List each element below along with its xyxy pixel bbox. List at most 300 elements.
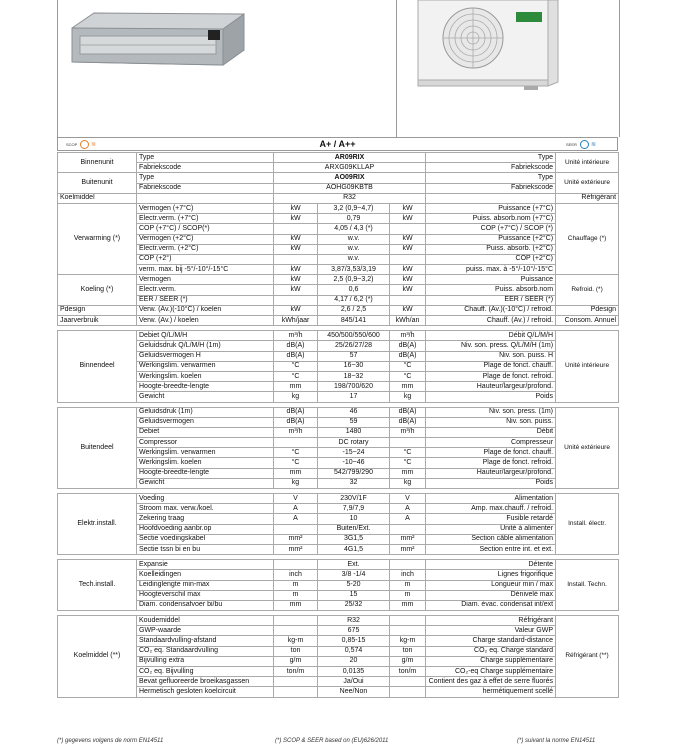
seer-label: SEER <box>566 142 577 147</box>
row-value: 2,5 (0,9~3,2) <box>318 275 390 285</box>
row-label: Bijvulling extra <box>137 656 274 666</box>
row-value: 20 <box>318 656 390 666</box>
table-row <box>58 214 619 224</box>
row-label-fr: Fabriekscode <box>426 183 556 193</box>
group-label-fr: Chauffage (*) <box>556 203 619 274</box>
row-unit-fr: kg-m <box>390 636 426 646</box>
row-label: Bevat gefluoreerde broeikasgassen <box>137 677 274 687</box>
table-row <box>58 626 619 636</box>
row-unit <box>274 687 318 697</box>
row-label: Zekering traag <box>137 514 274 524</box>
row-unit: mm <box>274 382 318 392</box>
table-row <box>58 234 619 244</box>
table-row <box>58 580 619 590</box>
energy-class-row <box>57 137 618 151</box>
row-label-fr: Puissance (+2°C) <box>426 234 556 244</box>
row-label-fr: Hauteur/largeur/profond. <box>426 382 556 392</box>
row-label-fr: Valeur GWP <box>426 626 556 636</box>
row-value: 25/32 <box>318 600 390 610</box>
row-label-fr: Débit Q/L/M/H <box>426 331 556 341</box>
table-row <box>58 244 619 254</box>
row-unit-fr: kW <box>390 265 426 275</box>
table-row <box>58 677 619 687</box>
row-unit: ton/m <box>274 667 318 677</box>
row-unit-fr: m <box>390 580 426 590</box>
row-value: -15~24 <box>318 448 390 458</box>
row-unit-fr: kW <box>390 275 426 285</box>
heating-waves-icon: ≋ <box>91 142 97 148</box>
row-label-fr: Puissance <box>426 275 556 285</box>
group-label-fr: Unité extérieure <box>556 407 619 489</box>
row-unit: m <box>274 590 318 600</box>
row-unit: kg <box>274 392 318 402</box>
row-label: Sectie tssn bi en bu <box>137 544 274 554</box>
row-unit-fr: A <box>390 504 426 514</box>
row-unit: kW <box>274 234 318 244</box>
table-row <box>58 371 619 381</box>
row-label-fr: Réfrigérant <box>556 193 619 203</box>
row-label: GWP-waarde <box>137 626 274 636</box>
row-label: Werkingslim. koelen <box>137 458 274 468</box>
row-label: Voeding <box>137 494 274 504</box>
table-row <box>58 646 619 656</box>
table-row <box>58 382 619 392</box>
row-unit: dB(A) <box>274 341 318 351</box>
table-row <box>58 173 619 183</box>
table-row <box>58 636 619 646</box>
row-value: 0,0135 <box>318 667 390 677</box>
group-label: Buitendeel <box>58 407 137 489</box>
row-label-fr: COP (+7°C) / SCOP (*) <box>426 224 556 234</box>
row-label: CO₂ eq. Bijvulling <box>137 667 274 677</box>
row-unit-fr: mm <box>390 382 426 392</box>
table-row <box>58 687 619 697</box>
row-value: 0,79 <box>318 214 390 224</box>
row-unit-fr <box>390 677 426 687</box>
row-unit-fr: mm² <box>390 544 426 554</box>
product-images <box>57 0 620 137</box>
table-row <box>58 590 619 600</box>
group-label: Buitenunit <box>58 173 137 193</box>
row-value: ARXG09KLLAP <box>274 163 426 173</box>
table-row <box>58 534 619 544</box>
row-value: Buiten/Ext. <box>318 524 390 534</box>
row-unit <box>274 224 318 234</box>
row-label-fr: Charge standard-distance <box>426 636 556 646</box>
group-label: Elektr.install. <box>58 494 137 555</box>
row-unit-fr: kW <box>390 305 426 315</box>
row-unit: kW <box>274 305 318 315</box>
row-unit: kg <box>274 478 318 488</box>
row-label: Verw. (Av.) / koelen <box>137 316 274 326</box>
row-unit: mm <box>274 468 318 478</box>
row-value: Ext. <box>318 560 390 570</box>
row-label: Type <box>137 153 274 163</box>
row-label-fr: Puiss. absorb.nom (+7°C) <box>426 214 556 224</box>
table-row <box>58 560 619 570</box>
row-value: 230V/1F <box>318 494 390 504</box>
table-row <box>58 285 619 295</box>
row-label-fr: Plage de fonct. refroid. <box>426 458 556 468</box>
table-row <box>58 468 619 478</box>
row-unit: °C <box>274 371 318 381</box>
row-value: R32 <box>318 616 390 626</box>
row-label: Verw. (Av.)(-10°C) / koelen <box>137 305 274 315</box>
row-value: 16~30 <box>318 361 390 371</box>
group-label-fr: Unité intérieure <box>556 331 619 402</box>
row-value: 17 <box>318 392 390 402</box>
row-value: 25/26/27/28 <box>318 341 390 351</box>
row-value: 0,6 <box>318 285 390 295</box>
row-unit: mm² <box>274 534 318 544</box>
row-value: AO09RIX <box>274 173 426 183</box>
row-unit: m³/h <box>274 427 318 437</box>
group-label-fr: Install. Techn. <box>556 560 619 611</box>
row-label-fr: Niv. son. press. Q/L/M/H (1m) <box>426 341 556 351</box>
table-row <box>58 417 619 427</box>
row-unit: dB(A) <box>274 351 318 361</box>
row-value: 198/700/620 <box>318 382 390 392</box>
row-label-fr: Réfrigérant <box>426 616 556 626</box>
row-unit-fr: dB(A) <box>390 417 426 427</box>
table-row <box>58 295 619 305</box>
row-unit-fr: m <box>390 590 426 600</box>
group-label-fr: Pdesign <box>556 305 619 315</box>
row-unit: kW <box>274 244 318 254</box>
group-label: Koelmiddel (**) <box>58 616 137 698</box>
row-unit-fr <box>390 295 426 305</box>
row-value: 5-20 <box>318 580 390 590</box>
row-unit-fr <box>390 224 426 234</box>
row-unit-fr <box>390 616 426 626</box>
row-value: 542/799/290 <box>318 468 390 478</box>
row-unit <box>274 616 318 626</box>
row-unit: mm <box>274 600 318 610</box>
row-label-fr: Débit <box>426 427 556 437</box>
table-row <box>58 448 619 458</box>
row-value: 675 <box>318 626 390 636</box>
row-unit-fr <box>390 687 426 697</box>
row-value: 0,574 <box>318 646 390 656</box>
footnote-right: (*) suivant la norme EN14511 <box>517 738 596 744</box>
row-unit <box>274 626 318 636</box>
row-value: 0,85-15 <box>318 636 390 646</box>
row-label-fr: CO₂ eq. Charge standard <box>426 646 556 656</box>
row-value: 3,87/3,53/3,19 <box>318 265 390 275</box>
table-row <box>58 478 619 488</box>
row-unit: V <box>274 494 318 504</box>
group-label: Binnenunit <box>58 153 137 173</box>
row-unit-fr <box>390 524 426 534</box>
row-label: Werkingslim. verwarmen <box>137 448 274 458</box>
row-value: AOHG09KBTB <box>274 183 426 193</box>
row-label-fr: Niv. son. puiss. H <box>426 351 556 361</box>
row-unit: m <box>274 580 318 590</box>
table-row <box>58 224 619 234</box>
scop-label: SCOP <box>66 142 78 147</box>
table-row <box>58 341 619 351</box>
group-label-fr: Unité extérieure <box>556 173 619 193</box>
row-label: Gewicht <box>137 478 274 488</box>
row-unit <box>274 524 318 534</box>
table-row <box>58 254 619 264</box>
row-unit-fr: dB(A) <box>390 407 426 417</box>
row-unit: kW <box>274 285 318 295</box>
row-unit: g/m <box>274 656 318 666</box>
row-value: 2,6 / 2,5 <box>318 305 390 315</box>
row-label: Geluidsdruk Q/L/M/H (1m) <box>137 341 274 351</box>
row-label-fr: Alimentation <box>426 494 556 504</box>
row-label-fr: Type <box>426 173 556 183</box>
row-label-fr: CO₂-eq Charge supplémentaire <box>426 667 556 677</box>
row-label: Sectie voedingskabel <box>137 534 274 544</box>
row-unit-fr: dB(A) <box>390 351 426 361</box>
row-unit <box>274 677 318 687</box>
row-unit: °C <box>274 448 318 458</box>
row-value: 845/141 <box>318 316 390 326</box>
row-unit-fr <box>390 254 426 264</box>
row-label: Stroom max. verw./koel. <box>137 504 274 514</box>
table-row <box>58 616 619 626</box>
row-unit-fr: kW <box>390 203 426 213</box>
row-unit-fr: °C <box>390 371 426 381</box>
row-label-fr: Compresseur <box>426 438 556 448</box>
row-unit <box>274 254 318 264</box>
row-unit-fr: ton <box>390 646 426 656</box>
table-row <box>58 544 619 554</box>
table-row <box>58 163 619 173</box>
row-label: Vermogen (+2°C) <box>137 234 274 244</box>
row-value: 1480 <box>318 427 390 437</box>
row-unit-fr: m³/h <box>390 331 426 341</box>
group-label-fr: Unité intérieure <box>556 153 619 173</box>
table-row <box>58 275 619 285</box>
table-row <box>58 392 619 402</box>
row-label: Debiet <box>137 427 274 437</box>
row-label: COP (+7°C) / SCOP(*) <box>137 224 274 234</box>
row-unit: kWh/jaar <box>274 316 318 326</box>
row-label-fr: Puissance (+7°C) <box>426 203 556 213</box>
row-label-fr: puiss. max. à -5°/-10°/-15°C <box>426 265 556 275</box>
row-unit: kg-m <box>274 636 318 646</box>
table-row <box>58 351 619 361</box>
row-unit-fr: A <box>390 514 426 524</box>
row-unit: °C <box>274 458 318 468</box>
row-value: 3,2 (0,9~4,7) <box>318 203 390 213</box>
row-label-fr: Niv. son. puiss. <box>426 417 556 427</box>
row-unit-fr: ton/m <box>390 667 426 677</box>
table-row <box>58 331 619 341</box>
row-value: 59 <box>318 417 390 427</box>
table-row <box>58 361 619 371</box>
row-label: Werkingslim. koelen <box>137 371 274 381</box>
row-label-fr: Dénivelé max <box>426 590 556 600</box>
row-unit-fr: V <box>390 494 426 504</box>
table-row <box>58 570 619 580</box>
footnote-left: (*) gegevens volgens de norm EN14511 <box>57 738 164 744</box>
row-label-fr: Poids <box>426 392 556 402</box>
row-label: Electr.verm. <box>137 285 274 295</box>
row-label: Hoogte-breedte-lengte <box>137 382 274 392</box>
row-label-fr: Poids <box>426 478 556 488</box>
group-label: Verwarming (*) <box>58 203 137 274</box>
row-value: Nee/Non <box>318 687 390 697</box>
row-value: 3/8 -1/4 <box>318 570 390 580</box>
row-unit-fr: kW <box>390 285 426 295</box>
table-row <box>58 427 619 437</box>
row-label-fr: EER / SEER (*) <box>426 295 556 305</box>
row-label: Geluidsvermogen H <box>137 351 274 361</box>
row-unit: A <box>274 514 318 524</box>
row-label-fr: Longueur min / max <box>426 580 556 590</box>
row-label-fr: Fusible retardé <box>426 514 556 524</box>
group-label-fr: Refroid. (*) <box>556 275 619 306</box>
table-row <box>58 407 619 417</box>
row-unit-fr: m³/h <box>390 427 426 437</box>
table-row <box>58 514 619 524</box>
row-value: 32 <box>318 478 390 488</box>
indoor-unit-image <box>72 13 244 65</box>
group-label-fr: Consom. Annuel <box>556 316 619 326</box>
table-row <box>58 600 619 610</box>
table-row <box>58 265 619 275</box>
row-label: Koudemiddel <box>137 616 274 626</box>
row-unit: mm² <box>274 544 318 554</box>
row-unit-fr: °C <box>390 361 426 371</box>
row-label: Expansie <box>137 560 274 570</box>
row-value: 4G1,5 <box>318 544 390 554</box>
row-label-fr: Puiss. absorb. (+2°C) <box>426 244 556 254</box>
row-unit: kW <box>274 214 318 224</box>
group-label: Tech.install. <box>58 560 137 611</box>
image-divider <box>396 0 397 137</box>
row-label: Electr.verm. (+2°C) <box>137 244 274 254</box>
row-label-fr: Amp. max.chauff. / refroid. <box>426 504 556 514</box>
row-label: Vermogen <box>137 275 274 285</box>
row-unit-fr: kW <box>390 244 426 254</box>
table-row <box>58 153 619 163</box>
row-label: Geluidsdruk (1m) <box>137 407 274 417</box>
row-unit <box>274 438 318 448</box>
row-value: 18~32 <box>318 371 390 381</box>
row-label-fr: Contient des gaz à effet de serre fluorés <box>426 677 556 687</box>
row-unit-fr <box>390 626 426 636</box>
row-label-fr: Charge supplémentaire <box>426 656 556 666</box>
row-unit: °C <box>274 361 318 371</box>
cooling-waves-icon: ≋ <box>591 142 597 148</box>
row-value: 3G1,5 <box>318 534 390 544</box>
footnote-middle: (*) SCOP & SEER based on (EU)626/2011 <box>275 738 389 744</box>
row-value: 46 <box>318 407 390 417</box>
row-label-fr: Plage de fonct. chauff. <box>426 361 556 371</box>
table-row <box>58 458 619 468</box>
row-label-fr: Section entre int. et ext. <box>426 544 556 554</box>
row-unit-fr: kWh/an <box>390 316 426 326</box>
row-value: w.v. <box>318 244 390 254</box>
group-label: Jaarverbruik <box>58 316 137 326</box>
row-unit-fr: mm <box>390 600 426 610</box>
row-label: Fabriekscode <box>137 183 274 193</box>
row-unit: kW <box>274 275 318 285</box>
row-value: 10 <box>318 514 390 524</box>
group-label: Pdesign <box>58 305 137 315</box>
row-value: 4,05 / 4,3 (*) <box>318 224 390 234</box>
row-label: Fabriekscode <box>137 163 274 173</box>
row-label-fr: COP (+2°C) <box>426 254 556 264</box>
group-label: Binnendeel <box>58 331 137 402</box>
table-row <box>58 193 619 203</box>
snowflake-icon <box>580 140 589 149</box>
row-label: Hoogteverschil max <box>137 590 274 600</box>
row-label: Werkingslim. verwarmen <box>137 361 274 371</box>
row-label: Vermogen (+7°C) <box>137 203 274 213</box>
row-value: DC rotary <box>318 438 390 448</box>
row-label-fr: Fabriekscode <box>426 163 556 173</box>
row-label-fr: Détente <box>426 560 556 570</box>
row-label: Type <box>137 173 274 183</box>
table-row <box>58 494 619 504</box>
row-label-fr: Lignes frigorifique <box>426 570 556 580</box>
row-label: Diam. condensafvoer bi/bu <box>137 600 274 610</box>
row-label: Debiet Q/L/M/H <box>137 331 274 341</box>
table-row <box>58 504 619 514</box>
row-unit: kW <box>274 203 318 213</box>
row-label: CO₂ eq. Standaardvulling <box>137 646 274 656</box>
table-row <box>58 183 619 193</box>
row-label-fr: Type <box>426 153 556 163</box>
row-label: COP (+2°) <box>137 254 274 264</box>
row-unit-fr: kW <box>390 234 426 244</box>
row-label: Compressor <box>137 438 274 448</box>
row-label-fr: Diam. évac. condensat int/ext <box>426 600 556 610</box>
row-unit-fr <box>390 560 426 570</box>
table-row <box>58 316 619 326</box>
row-label: Koelmiddel <box>58 193 137 203</box>
row-unit-fr: g/m <box>390 656 426 666</box>
row-label-fr: hermétiquement scellé <box>426 687 556 697</box>
group-label: Koeling (*) <box>58 275 137 306</box>
outdoor-unit-image <box>418 0 558 90</box>
row-label-fr: Chauff. (Av.) / refroid. <box>426 316 556 326</box>
product-illustrations <box>58 0 619 137</box>
row-label: Standaardvulling-afstand <box>137 636 274 646</box>
group-label-fr: Réfrigérant (**) <box>556 616 619 698</box>
row-value: 15 <box>318 590 390 600</box>
table-row <box>58 667 619 677</box>
row-label-fr: Plage de fonct. refroid. <box>426 371 556 381</box>
row-label: EER / SEER (*) <box>137 295 274 305</box>
row-unit-fr: kg <box>390 392 426 402</box>
row-unit: kW <box>274 265 318 275</box>
row-unit-fr: kg <box>390 478 426 488</box>
row-label-fr: Hauteur/largeur/profond. <box>426 468 556 478</box>
row-unit <box>274 560 318 570</box>
group-label-fr: Install. électr. <box>556 494 619 555</box>
row-label: Hoofdvoeding aanbr.op <box>137 524 274 534</box>
row-value: w.v. <box>318 254 390 264</box>
row-unit-fr <box>390 438 426 448</box>
table-row <box>58 305 619 315</box>
row-label: Hermetisch gesloten koelcircuit <box>137 687 274 697</box>
row-label: Gewicht <box>137 392 274 402</box>
row-value: 7,9/7,9 <box>318 504 390 514</box>
row-label: verm. max. bij -5°/-10°/-15°C <box>137 265 274 275</box>
row-value: 4,17 / 6,2 (*) <box>318 295 390 305</box>
row-value: Ja/Oui <box>318 677 390 687</box>
row-unit: dB(A) <box>274 407 318 417</box>
row-unit: ton <box>274 646 318 656</box>
table-row <box>58 656 619 666</box>
